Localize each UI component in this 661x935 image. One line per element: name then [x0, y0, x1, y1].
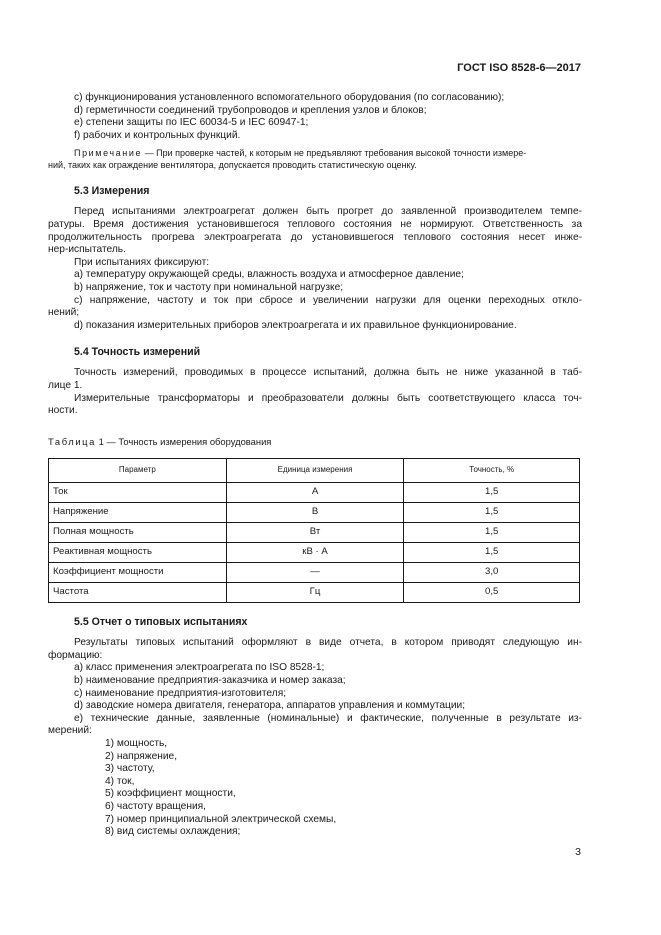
- list-item: d) герметичности соединений трубопроводов и крепления узлов и блоков;: [74, 104, 427, 116]
- table-header-cell: Параметр: [49, 459, 227, 483]
- page-content: [48, 92, 582, 839]
- list-item: e) степени защиты по IEC 60034-5 и IEC 60947-1;: [74, 117, 309, 129]
- paragraph-line: Точность измерений, проводимых в процессе испытаний, должна быть не ниже указанной в таб-: [74, 367, 582, 379]
- paragraph-line: лице 1.: [48, 379, 83, 391]
- table-caption-label: Таблица: [48, 435, 96, 447]
- table-cell: Полная мощность: [49, 523, 227, 543]
- table-cell: 3,0: [404, 563, 580, 583]
- paragraph-line: Результаты типовых испытаний оформляют в виде отчета, в котором приводят следующую ин-: [74, 637, 582, 649]
- paragraph-line: Измерительные трансформаторы и преобразователи должны быть соответствующего класса точ-: [74, 392, 582, 404]
- table-cell: А: [226, 483, 404, 503]
- table-caption: [48, 436, 582, 449]
- paragraph-line: ности.: [48, 405, 78, 417]
- paragraph-line: продолжительность прогрева электроагрегата до установившегося теплового состояния несет инже-: [48, 231, 582, 243]
- note-block: [48, 147, 582, 171]
- list-item: c) напряжение, частоту и ток при сбросе и увеличении нагрузки для оценки переходных откло-: [74, 294, 582, 306]
- sub-list-item: 7) номер принципиальной электрической схемы,: [105, 813, 337, 825]
- accuracy-table: [48, 458, 580, 603]
- table-cell: Частота: [49, 583, 227, 603]
- table-cell: 1,5: [404, 503, 580, 523]
- sub-list-item: 1) мощность,: [105, 738, 168, 750]
- table-caption-text: 1 — Точность измерения оборудования: [95, 435, 272, 447]
- table-cell: 0,5: [404, 583, 580, 603]
- table-row: [49, 503, 580, 523]
- table-cell: кВ · А: [226, 543, 404, 563]
- list-item: b) наименование предприятия-заказчика и номер заказа;: [74, 675, 346, 687]
- sub-list-item: 6) частоту вращения,: [105, 801, 206, 812]
- list-item: e) технические данные, заявленные (номинальные) и фактические, полученные в результате из-: [74, 712, 582, 724]
- list-item: f) рабочих и контрольных функций.: [74, 129, 241, 141]
- paragraph-line: ратуры. Время достижения установившегося теплового состояния не нормируют. Ответственность за: [48, 218, 582, 230]
- table-cell: Реактивная мощность: [49, 543, 227, 563]
- sub-list-item: 2) напряжение,: [105, 750, 178, 762]
- table-row: [49, 563, 580, 583]
- note-text-cont: ний, таких как ограждение вентилятора, допускается проводить статистическую оценку.: [48, 160, 417, 171]
- sub-list-item: 4) ток,: [105, 775, 135, 787]
- table-cell: 1,5: [404, 523, 580, 543]
- section-heading-5-3: 5.3 Измерения: [74, 185, 150, 198]
- table-row: [49, 523, 580, 543]
- table-header-row: [49, 459, 580, 483]
- section-heading-5-5: 5.5 Отчет о типовых испытаниях: [74, 616, 248, 629]
- table-cell: В: [226, 503, 404, 523]
- list-item-cont: мерений:: [48, 725, 92, 737]
- sub-list-item: 5) коэффициент мощности,: [105, 788, 236, 800]
- list-item: d) показания измерительных приборов электроагрегата и их правильное функционирование.: [74, 319, 517, 331]
- section-5-3-body: [48, 206, 582, 332]
- paragraph-line: формацию:: [48, 649, 103, 661]
- table-cell: 1,5: [404, 483, 580, 503]
- section-5-5-body: [48, 637, 582, 839]
- document-id: ГОСТ ISO 8528-6—2017: [457, 62, 581, 74]
- table-header-cell: Единица измерения: [226, 459, 404, 483]
- top-list: [48, 92, 582, 142]
- list-item: c) наименование предприятия-изготовителя;: [74, 687, 287, 699]
- list-item-cont: нений;: [48, 307, 80, 319]
- list-item: c) функционирования установленного вспомогательного оборудования (по согласованию);: [74, 92, 505, 103]
- table-cell: Напряжение: [49, 503, 227, 523]
- table-cell: Ток: [49, 483, 227, 503]
- sub-list-item: 3) частоту,: [105, 763, 155, 775]
- table-cell: Коэффициент мощности: [49, 563, 227, 583]
- table-header-cell: Точность, %: [404, 459, 580, 483]
- table-cell: Вт: [226, 523, 404, 543]
- page-number: 3: [575, 846, 581, 858]
- list-item: d) заводские номера двигателя, генератора, аппаратов управления и коммутации;: [74, 700, 466, 712]
- note-label: Примечание: [74, 148, 143, 159]
- section-5-4-body: [48, 367, 582, 417]
- list-item: b) напряжение, ток и частоту при номинальной нагрузке;: [74, 281, 344, 293]
- table-cell: —: [226, 563, 404, 583]
- table-row: [49, 543, 580, 563]
- table-row: [49, 583, 580, 603]
- note-text: — При проверке частей, к которым не предъявляют требования высокой точности измере-: [142, 148, 527, 159]
- table-cell: 1,5: [404, 543, 580, 563]
- paragraph-line: При испытаниях фиксируют:: [74, 256, 210, 268]
- sub-list-item: 8) вид системы охлаждения;: [105, 826, 241, 838]
- paragraph-line: нер-испытатель.: [48, 244, 126, 256]
- section-heading-5-4: 5.4 Точность измерений: [74, 346, 201, 359]
- table-row: [49, 483, 580, 503]
- table-cell: Гц: [226, 583, 404, 603]
- paragraph-line: Перед испытаниями электроагрегат должен быть прогрет до заявленной производителем темпе-: [74, 206, 582, 218]
- list-item: a) класс применения электроагрегата по ISO 8528-1;: [74, 662, 325, 674]
- list-item: a) температуру окружающей среды, влажность воздуха и атмосферное давление;: [74, 269, 464, 281]
